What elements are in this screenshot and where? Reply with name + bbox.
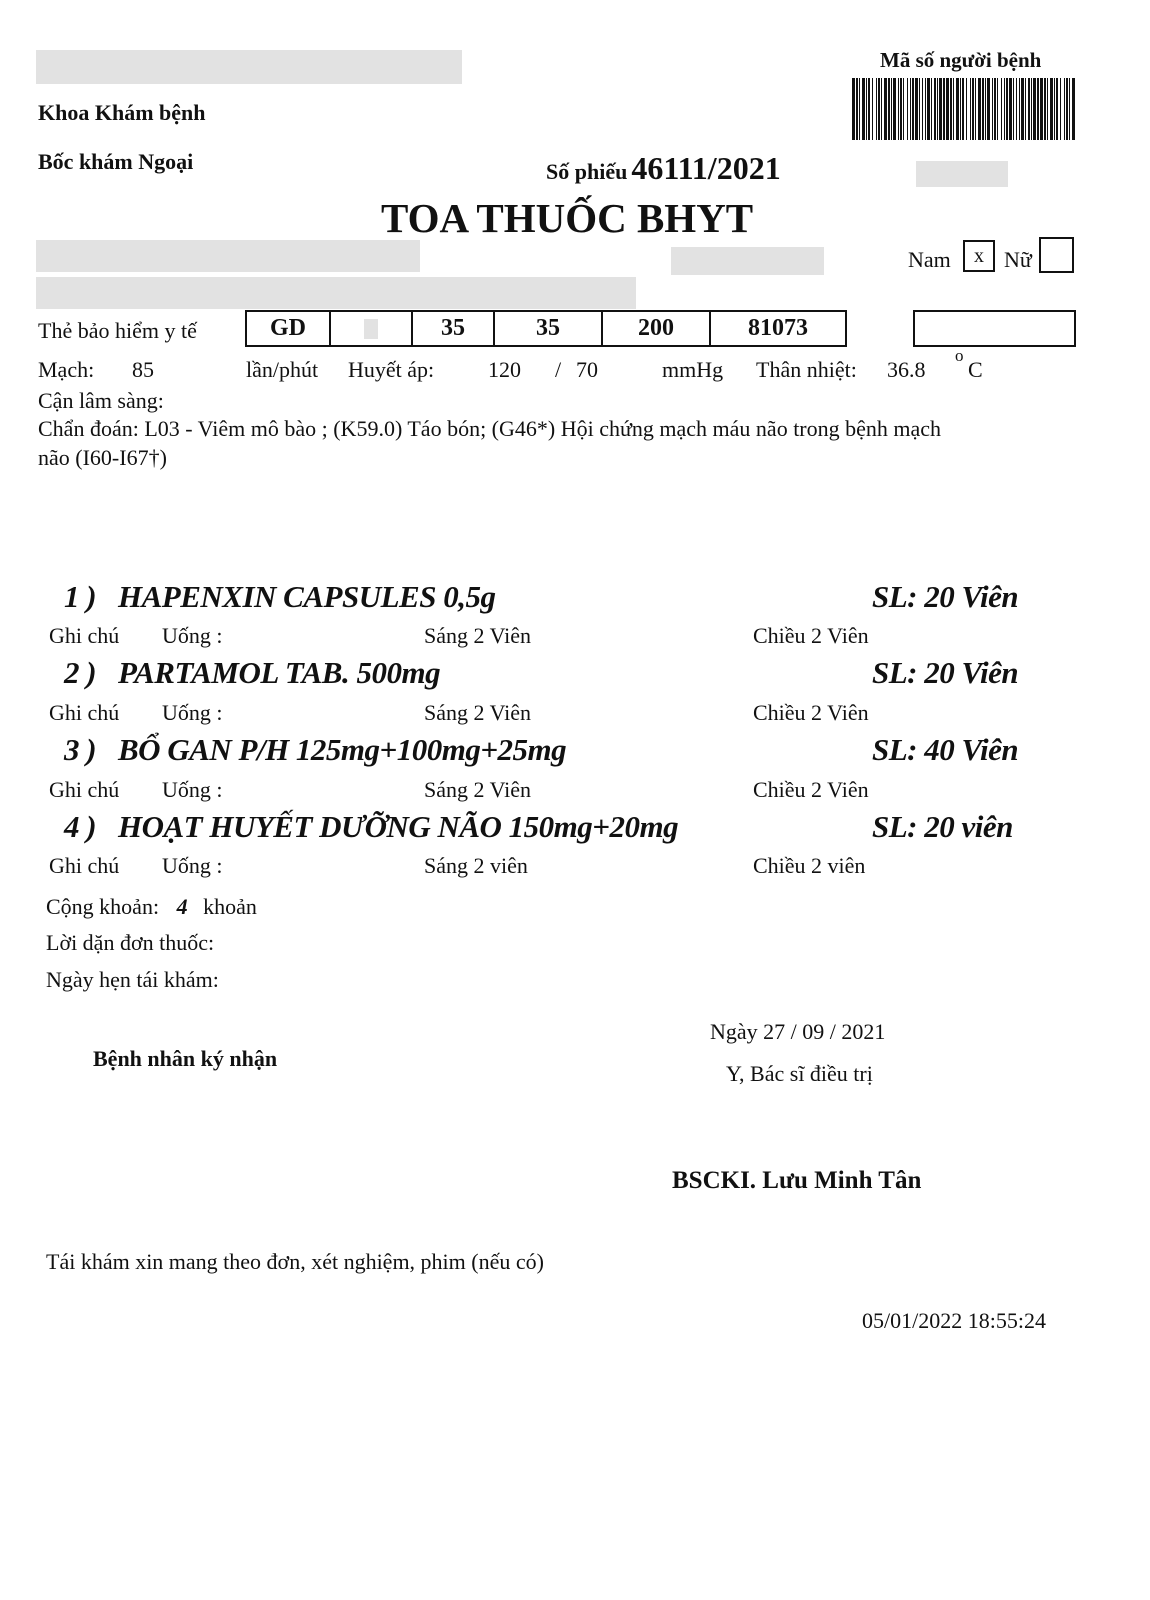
total-items-unit: khoản [203, 894, 257, 919]
insurance-extra-box [913, 310, 1076, 347]
barcode-bar [985, 78, 986, 140]
barcode-bar [1072, 78, 1075, 140]
barcode-bar [956, 78, 959, 140]
barcode-bar [1031, 78, 1032, 140]
drug-route: Uống : [162, 853, 223, 878]
barcode-bar [922, 78, 923, 140]
drug-quantity: SL: 20 Viên [872, 579, 1019, 614]
bp-separator: / [555, 357, 562, 382]
barcode-bar [946, 78, 949, 140]
diagnosis-line-2: não (I60-I67†) [38, 445, 167, 470]
barcode-bar [927, 78, 930, 140]
barcode-bar [1001, 78, 1002, 140]
barcode-bar [862, 78, 865, 140]
barcode-bar [1047, 78, 1048, 140]
drug-morning-dose: Sáng 2 viên [424, 853, 528, 878]
slip-number: 46111/2021 [631, 150, 781, 186]
redacted-address [36, 277, 636, 309]
barcode-bar [1019, 78, 1020, 140]
drug-note-label: Ghi chú [49, 623, 120, 648]
doctor-name: BSCKI. Lưu Minh Tân [672, 1167, 922, 1194]
page-title: TOA THUỐC BHYT [381, 195, 754, 241]
redacted-age [671, 247, 824, 275]
barcode-bar [1044, 78, 1046, 140]
barcode-bar [1009, 78, 1012, 140]
sign-date: Ngày 27 / 09 / 2021 [710, 1019, 886, 1044]
barcode-bar [1054, 78, 1055, 140]
barcode-bar [866, 78, 867, 140]
insurance-cell: 35 [494, 311, 602, 346]
barcode-bar [1056, 78, 1058, 140]
barcode-bar [962, 78, 964, 140]
barcode-bar [856, 78, 858, 140]
barcode-bar [868, 78, 870, 140]
insurance-cell-redacted [364, 319, 378, 339]
drug-afternoon-dose: Chiều 2 Viên [753, 623, 869, 648]
barcode-bar [893, 78, 896, 140]
barcode-bar [1040, 78, 1043, 140]
drug-note-label: Ghi chú [49, 700, 120, 725]
barcode-bar [987, 78, 990, 140]
drug-note-label: Ghi chú [49, 853, 120, 878]
drug-index: 1 ) [64, 579, 97, 614]
drug-afternoon-dose: Chiều 2 Viên [753, 700, 869, 725]
barcode-bar [859, 78, 860, 140]
drug-note-label: Ghi chú [49, 777, 120, 802]
drug-quantity: SL: 40 Viên [872, 732, 1019, 767]
patient-barcode [852, 78, 1076, 140]
barcode-bar [966, 78, 967, 140]
barcode-bar [910, 78, 911, 140]
barcode-bar [903, 78, 904, 140]
drug-route: Uống : [162, 623, 223, 648]
barcode-bar [1066, 78, 1068, 140]
barcode-bar [970, 78, 971, 140]
barcode-bar [878, 78, 880, 140]
drug-name: PARTAMOL TAB. 500mg [118, 655, 441, 690]
barcode-bar [1050, 78, 1053, 140]
gender-male-checkbox[interactable]: x [963, 240, 995, 272]
bp-unit: mmHg [662, 357, 724, 382]
barcode-bar [992, 78, 993, 140]
footer-note: Tái khám xin mang theo đơn, xét nghiệm, phim (nếu có) [46, 1249, 544, 1274]
barcode-bar [1028, 78, 1030, 140]
drug-name: HAPENXIN CAPSULES 0,5g [118, 579, 496, 614]
barcode-bar [898, 78, 899, 140]
bp-label: Huyết áp: [348, 357, 435, 382]
barcode-bar [931, 78, 932, 140]
barcode-bar [872, 78, 873, 140]
barcode-bar [1064, 78, 1065, 140]
barcode-bar [884, 78, 887, 140]
barcode-bar [1025, 78, 1026, 140]
gender-female-label: Nữ [1004, 247, 1032, 272]
drug-name: BỔ GAN P/H 125mg+100mg+25mg [118, 732, 567, 767]
pulse-unit: lần/phút [246, 357, 319, 382]
insurance-cell: 81073 [710, 311, 846, 346]
insurance-cell: 200 [602, 311, 710, 346]
patient-signature-label: Bệnh nhân ký nhận [93, 1046, 278, 1071]
clinical-label: Cận lâm sàng: [38, 388, 164, 413]
insurance-cell: 35 [412, 311, 494, 346]
drug-index: 3 ) [64, 732, 97, 767]
degree-symbol: o [955, 346, 964, 365]
insurance-number-table [245, 310, 847, 347]
barcode-bar [934, 78, 936, 140]
barcode-bar [978, 78, 981, 140]
barcode-bar [975, 78, 976, 140]
pulse-label: Mạch: [38, 357, 95, 382]
redacted-code [916, 161, 1008, 187]
total-items [46, 894, 257, 920]
barcode-bar [982, 78, 984, 140]
drug-index: 4 ) [64, 809, 97, 844]
gender-female-checkbox[interactable] [1039, 237, 1074, 273]
barcode-bar [950, 78, 952, 140]
barcode-bar [1037, 78, 1039, 140]
revisit-label: Ngày hẹn tái khám: [46, 967, 219, 992]
drug-morning-dose: Sáng 2 Viên [424, 777, 532, 802]
barcode-bar [943, 78, 945, 140]
drug-morning-dose: Sáng 2 Viên [424, 623, 532, 648]
insurance-cell: GD [246, 311, 330, 346]
barcode-bar [939, 78, 942, 140]
insurance-cell [330, 311, 412, 346]
drug-index: 2 ) [64, 655, 97, 690]
redacted-hospital-name [36, 50, 462, 84]
exam-room: Bốc khám Ngoại [38, 149, 194, 174]
diagnosis-line-1: Chẩn đoán: L03 - Viêm mô bào ; (K59.0) Táo bón; (G46*) Hội chứng mạch máu não trong bệnh mạch [38, 416, 942, 441]
barcode-bar [997, 78, 998, 140]
barcode-bar [919, 78, 920, 140]
drug-name: HOẠT HUYẾT DƯỠNG NÃO 150mg+20mg [118, 809, 679, 844]
barcode-bar [1016, 78, 1017, 140]
barcode-bar [907, 78, 908, 140]
drug-afternoon-dose: Chiều 2 viên [753, 853, 866, 878]
temp-label: Thân nhiệt: [756, 357, 857, 382]
redacted-patient-name [36, 240, 420, 272]
drug-morning-dose: Sáng 2 Viên [424, 700, 532, 725]
barcode-bar [1006, 78, 1008, 140]
printed-timestamp: 05/01/2022 18:55:24 [862, 1308, 1046, 1333]
barcode-bar [852, 78, 855, 140]
barcode-bar [1060, 78, 1061, 140]
barcode-bar [915, 78, 918, 140]
barcode-bar [1004, 78, 1005, 140]
advice-label: Lời dặn đơn thuốc: [46, 930, 215, 955]
barcode-bar [953, 78, 954, 140]
slip-number-group [546, 150, 781, 187]
barcode-bar [876, 78, 877, 140]
drug-route: Uống : [162, 777, 223, 802]
temp-unit: C [968, 357, 983, 382]
drug-quantity: SL: 20 Viên [872, 655, 1019, 690]
barcode-bar [925, 78, 926, 140]
slip-label: Số phiếu [546, 159, 628, 184]
total-items-count: 4 [176, 894, 188, 919]
barcode-bar [972, 78, 974, 140]
doctor-role: Y, Bác sĩ điều trị [726, 1061, 873, 1086]
barcode-bar [1013, 78, 1014, 140]
total-items-label: Cộng khoản: [46, 894, 160, 919]
barcode-bar [1033, 78, 1036, 140]
barcode-bar [912, 78, 914, 140]
barcode-bar [960, 78, 961, 140]
barcode-bar [888, 78, 890, 140]
drug-quantity: SL: 20 viên [872, 809, 1013, 844]
drug-route: Uống : [162, 700, 223, 725]
barcode-bar [1069, 78, 1070, 140]
barcode-bar [881, 78, 882, 140]
patient-code-label: Mã số người bệnh [880, 48, 1042, 72]
barcode-bar [937, 78, 938, 140]
temp-value: 36.8 [887, 357, 926, 382]
insurance-label: Thẻ bảo hiểm y tế [38, 318, 197, 343]
department: Khoa Khám bệnh [38, 100, 206, 125]
drug-afternoon-dose: Chiều 2 Viên [753, 777, 869, 802]
barcode-bar [994, 78, 996, 140]
gender-male-label: Nam [908, 247, 951, 272]
pulse-value: 85 [132, 357, 154, 382]
barcode-bar [900, 78, 902, 140]
bp-diastolic: 70 [576, 357, 598, 382]
bp-systolic: 120 [488, 357, 521, 382]
barcode-bar [1021, 78, 1024, 140]
barcode-bar [891, 78, 892, 140]
